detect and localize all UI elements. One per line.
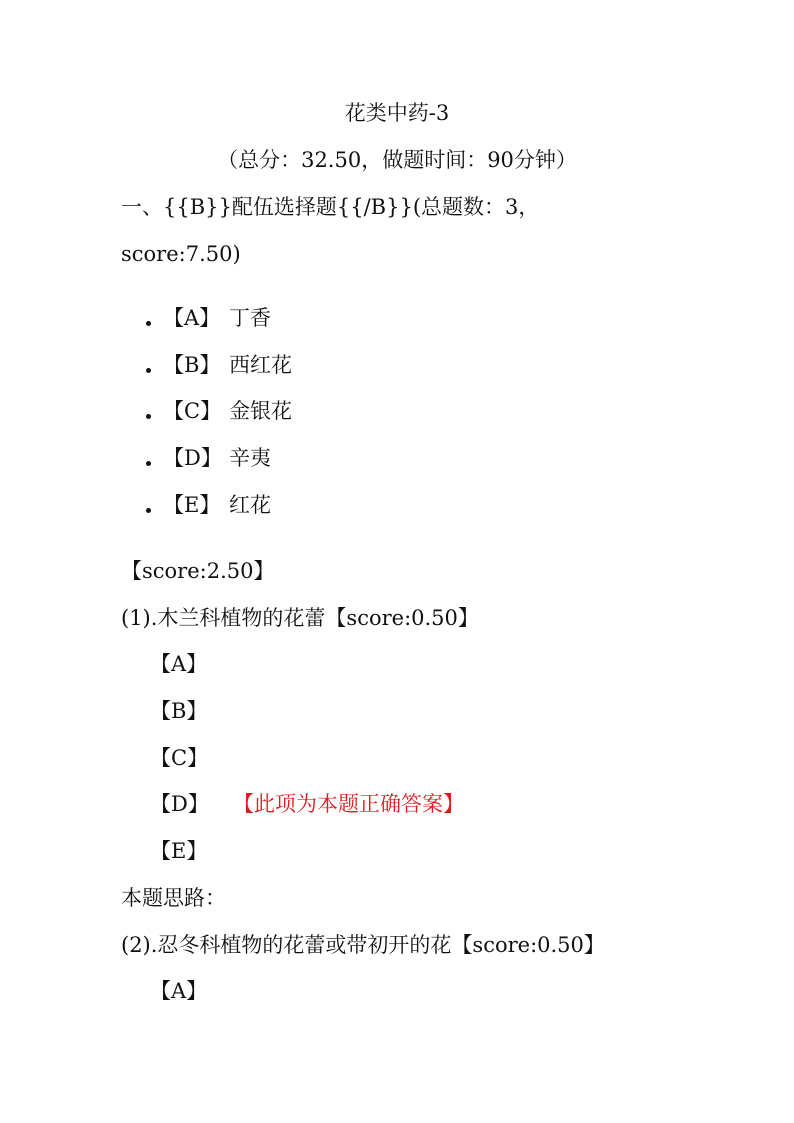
answer-choice: 【A】 — [150, 652, 208, 676]
section-heading-continued: score:7.50) — [121, 242, 241, 266]
option-text: 丁香 — [229, 306, 271, 330]
answer-choice: 【C】 — [150, 746, 209, 770]
question-stem: (2).忍冬科植物的花蕾或带初开的花【score:0.50】 — [121, 933, 605, 957]
correct-answer-note: 【此项为本题正确答案】 — [233, 792, 464, 816]
exam-info: （总分：32.50，做题时间：90分钟） — [217, 148, 577, 172]
group-score: 【score:2.50】 — [121, 559, 275, 583]
bullet-icon — [146, 508, 151, 513]
bullet-icon — [146, 368, 151, 373]
bullet-icon — [146, 414, 151, 419]
answer-choice: 【B】 — [150, 699, 208, 723]
bullet-icon — [146, 321, 151, 326]
page-title: 花类中药-3 — [344, 101, 450, 125]
question-stem: (1).木兰科植物的花蕾【score:0.50】 — [121, 606, 479, 630]
answer-choice: 【A】 — [150, 979, 208, 1003]
option-text: 红花 — [229, 493, 271, 517]
analysis-label: 本题思路： — [121, 886, 226, 910]
answer-choice: 【D】 — [150, 792, 209, 816]
option-letter: 【B】 — [163, 353, 221, 377]
option-letter: 【C】 — [163, 399, 222, 423]
option-text: 金银花 — [229, 399, 292, 423]
option-text: 辛夷 — [229, 446, 271, 470]
option-text: 西红花 — [229, 353, 292, 377]
section-heading: 一、{{B}}配伍选择题{{/B}}(总题数：3， — [121, 195, 540, 219]
answer-choice: 【E】 — [150, 839, 208, 863]
option-letter: 【E】 — [163, 493, 221, 517]
bullet-icon — [146, 461, 151, 466]
option-letter: 【A】 — [163, 306, 221, 330]
option-letter: 【D】 — [163, 446, 222, 470]
